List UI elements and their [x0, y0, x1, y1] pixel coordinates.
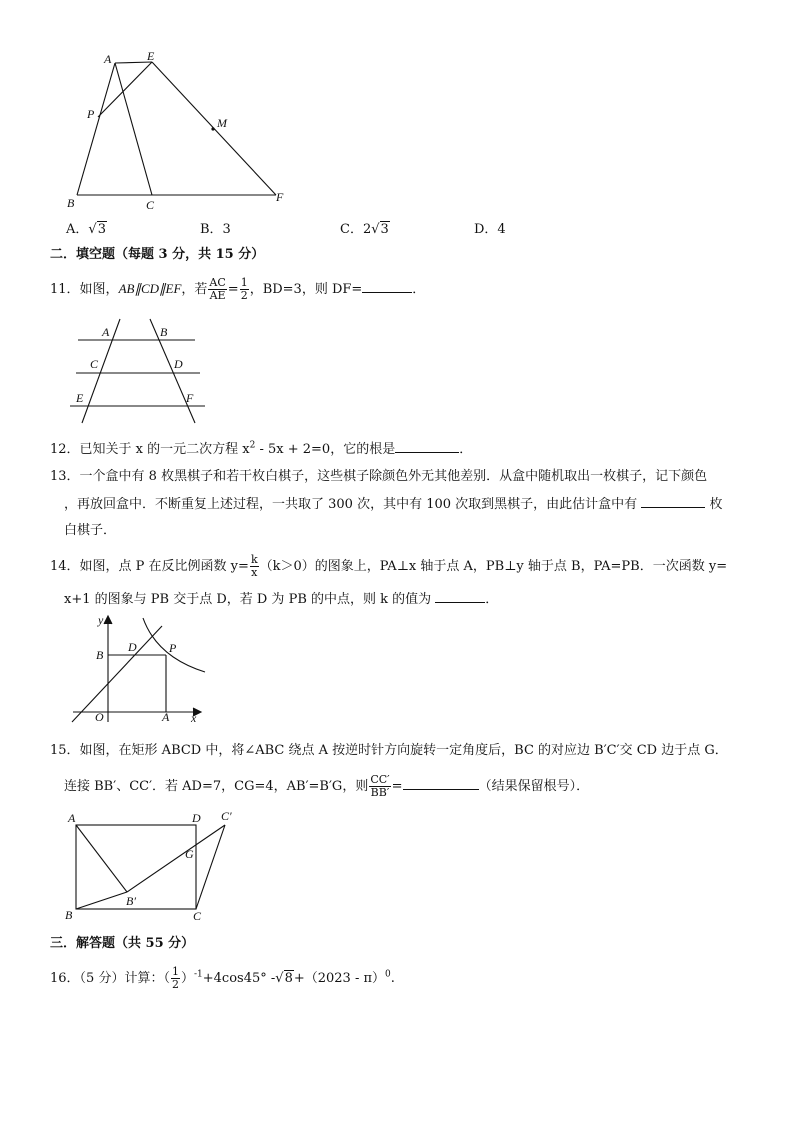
label-B: B — [160, 325, 168, 339]
segment-AB — [77, 63, 115, 195]
label-E: E — [147, 49, 155, 63]
q14-answer-blank — [435, 590, 485, 603]
q11-answer-blank — [362, 280, 412, 293]
q15-answer-blank — [403, 777, 479, 790]
rectangle-ABCD — [76, 825, 196, 909]
label-F: F — [276, 190, 284, 204]
figure-q15-rectangle — [60, 808, 250, 923]
segment-AC — [115, 63, 152, 195]
label-D: D — [192, 811, 201, 825]
q13-line2: ，再放回盒中．不断重复上述过程，一共取了 300 次，其中有 100 次取到黑棋子，由此估计盒中有 枚 — [64, 497, 723, 512]
q15-line1: 15．如图，在矩形 ABCD 中，将∠ABC 绕点 A 按逆时针方向旋转一定角度后，BC 的对应边 B′C′交 CD 边于点 G． — [50, 743, 728, 758]
label-B: B — [65, 908, 73, 922]
q14-line2: x+1 的图象与 PB 交于点 D，若 D 为 PB 的中点，则 k 的值为 ． — [64, 592, 499, 607]
q10-option-c: C．2√3 — [340, 222, 389, 237]
q12-text: 12．已知关于 x 的一元二次方程 $x^2 - 5x + 2=0$，它的根是 ． — [50, 440, 473, 457]
transversal-left — [82, 319, 120, 423]
q13-line3: 白棋子． — [64, 523, 117, 538]
label-F: F — [186, 391, 194, 405]
label-E: E — [76, 391, 84, 405]
q10-option-d: D．4 — [474, 222, 506, 237]
segment-BB1 — [76, 892, 127, 909]
fraction-half: $\frac{1}{2}$ — [171, 965, 179, 991]
label-C: C — [90, 357, 99, 371]
label-M: M — [217, 116, 227, 130]
q10-option-b: B．3 — [200, 222, 231, 237]
fraction-half: $\frac{1}{2}$ — [240, 276, 248, 302]
q13-answer-blank — [641, 495, 705, 508]
label-P: P — [87, 107, 95, 121]
label-D: D — [128, 640, 137, 654]
label-B-prime: B′ — [126, 894, 136, 908]
label-A: A — [104, 52, 112, 66]
figure-q14-coordinate-plane — [65, 612, 215, 727]
label-x: x — [191, 711, 197, 725]
segment-CC1 — [196, 825, 225, 909]
label-C: C — [146, 198, 155, 212]
y-axis-arrow — [104, 616, 112, 624]
label-y: y — [98, 613, 104, 627]
q10-option-a: A．√3 — [66, 222, 106, 237]
segment-AB1 — [76, 825, 127, 892]
q15-line2: 连接 BB′、CC′．若 AD=7，CG=4，AB′=B′G，则 $\frac{CC'}{BB'}$ = （结果保留根号）． — [64, 773, 590, 799]
transversal-right — [150, 319, 195, 423]
segment-PE — [98, 62, 152, 117]
label-B: B — [67, 196, 75, 210]
q12-answer-blank — [395, 440, 459, 453]
q16-text: 16．（5 分）计算：（ $\frac{1}{2}$ ）$^{-1}$+4cos45° -√8+（2023 - π）$^0$. — [50, 965, 395, 991]
fraction-ac-ae: $\frac{AC}{AE}$ — [209, 276, 226, 302]
label-C-prime: C′ — [221, 809, 232, 823]
label-A: A — [68, 811, 76, 825]
label-A: A — [162, 710, 170, 724]
figure-q11-parallel-lines — [70, 315, 210, 425]
fraction-k-over-x: $\frac{k}{x}$ — [250, 553, 258, 579]
label-P: P — [169, 641, 177, 655]
label-O: O — [95, 710, 104, 724]
line-y-eq-x-plus-1 — [72, 626, 162, 722]
segment-B1C1 — [127, 825, 225, 892]
section2-title: 二．填空题（每题 3 分，共 15 分） — [50, 247, 265, 262]
label-G: G — [185, 847, 194, 861]
label-B: B — [96, 648, 104, 662]
q14-line1: 14．如图，点 P 在反比例函数 y= $\frac{k}{x}$ （k＞0）的图象上，PA⊥x 轴于点 A，PB⊥y 轴于点 B，PA=PB．一次函数 y= — [50, 553, 728, 579]
label-D: D — [174, 357, 183, 371]
q13-line1: 13．一个盒中有 8 枚黑棋子和若干枚白棋子，这些棋子除颜色外无其他差别．从盒中随机取出一枚棋子，记下颜色 — [50, 469, 708, 484]
label-C: C — [193, 909, 202, 923]
point-M — [211, 127, 214, 130]
figure-q10-trapezoid — [60, 45, 300, 215]
label-A: A — [102, 325, 110, 339]
fraction-cc-bb: $\frac{CC'}{BB'}$ — [370, 773, 390, 799]
q11-text: 11．如图，AB∥CD∥EF，若 $\frac{AC}{AE}$ = $\frac{1}{2}$ ，BD=3，则 DF= ． — [50, 276, 426, 302]
section3-title: 三．解答题（共 55 分） — [50, 936, 195, 951]
